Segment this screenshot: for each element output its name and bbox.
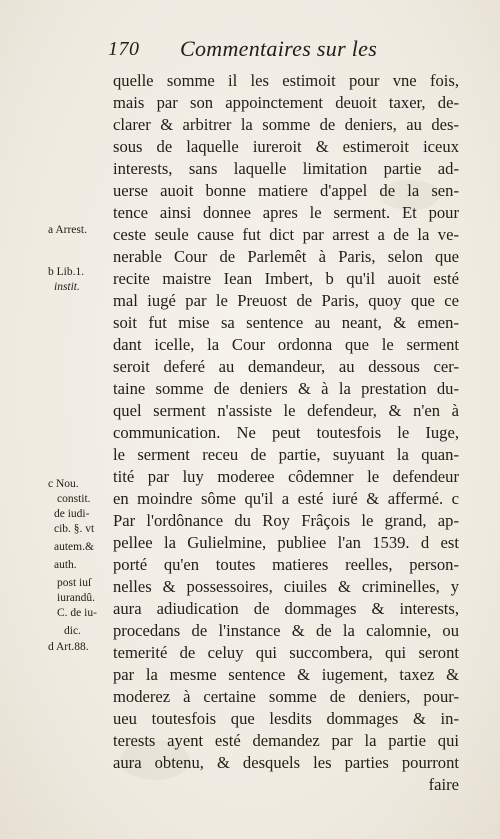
text-line: tité par luy moderee côdemner le defendeur <box>113 467 459 486</box>
text-line: porté qu'en toutes matieres reelles, person- <box>113 555 459 574</box>
margin-note: instit. <box>54 281 80 293</box>
text-line: temerité de celuy qui succombera, qui seront <box>113 643 459 662</box>
text-line: mal iugé par le Preuost de Paris, quoy que ce <box>113 291 459 310</box>
text-line: procedans de l'instance & de la calomnie, ou <box>113 621 459 640</box>
text-line: moderez à certaine somme de deniers, pour- <box>113 687 459 706</box>
body-text <box>113 70 459 796</box>
margin-note: c Nou. <box>48 478 79 490</box>
margin-note: d Art.88. <box>48 641 89 653</box>
margin-note: de iudi- <box>54 508 90 520</box>
margin-note: C. de iu- <box>57 607 97 619</box>
text-line: nelles & possessoires, ciuiles & criminelles, y <box>113 577 459 596</box>
text-line: seroit deferé au demandeur, au dessous cer- <box>113 357 459 376</box>
text-line: nerable Cour de Parlemêt à Paris, selon que <box>113 247 459 266</box>
running-title: Commentaires sur les <box>180 36 378 61</box>
margin-note: iurandû. <box>57 592 96 604</box>
text-line: sous de laquelle iureroit & estimeroit iceux <box>113 137 459 156</box>
text-line: aura adiudication de dommages & interests, <box>113 599 459 618</box>
page-number: 170 <box>108 38 140 60</box>
text-line: terests ayent esté demandez par la partie qui <box>113 731 459 750</box>
margin-note: post iuſ <box>57 577 92 589</box>
text-line: clarer & arbitrer la somme de deniers, au des- <box>113 115 459 134</box>
text-line: par la mesme sentence & iugement, taxez & <box>113 665 459 684</box>
text-line: recite maistre Iean Imbert, b qu'il auoit esté <box>113 269 459 288</box>
text-line: ueu toutesfois que lesdits dommages & in- <box>113 709 459 728</box>
margin-note: cib. §. vt <box>54 523 95 535</box>
margin-note: constit. <box>57 493 91 505</box>
text-line: pellee la Gulielmine, publiee l'an 1539. d est <box>113 533 459 552</box>
margin-note: autem.& <box>54 541 94 553</box>
text-line: le serment receu de partie, suyuant la quan- <box>113 445 459 464</box>
catchword: faire <box>428 775 459 794</box>
text-line: interests, sans laquelle limitation partie ad- <box>113 159 459 178</box>
margin-note: auth. <box>54 559 77 571</box>
margin-note: b Lib.1. <box>48 266 85 278</box>
text-line: aura obtenu, & desquels les parties pourront <box>113 753 459 772</box>
text-line: Par l'ordônance du Roy Frâçois le grand, ap- <box>113 511 459 530</box>
page-header <box>108 36 408 66</box>
margin-note: a Arrest. <box>48 224 87 236</box>
margin-note: dic. <box>64 625 81 637</box>
text-line: taine somme de deniers & à la prestation du- <box>113 379 459 398</box>
text-line: quelle somme il les estimoit pour vne fois, <box>113 71 459 90</box>
text-line: en moindre sôme qu'il a esté iuré & affermé. c <box>113 489 459 508</box>
text-line: dant icelle, la Cour ordonna que le serment <box>113 335 459 354</box>
text-line: mais par son appoinctement deuoit taxer, de- <box>113 93 459 112</box>
text-line: soit fut mise sa sentence au neant, & emen- <box>113 313 459 332</box>
text-line: quel serment n'assiste le defendeur, & n'en à <box>113 401 459 420</box>
text-line: ceste seule cause fut dict par arrest a de la ve- <box>113 225 459 244</box>
text-line: communication. Ne peut toutesfois le Iuge, <box>113 423 459 442</box>
text-line: uerse auoit bonne matiere d'appel de la sen- <box>113 181 459 200</box>
text-line: tence ainsi donnee apres le serment. Et pour <box>113 203 459 222</box>
